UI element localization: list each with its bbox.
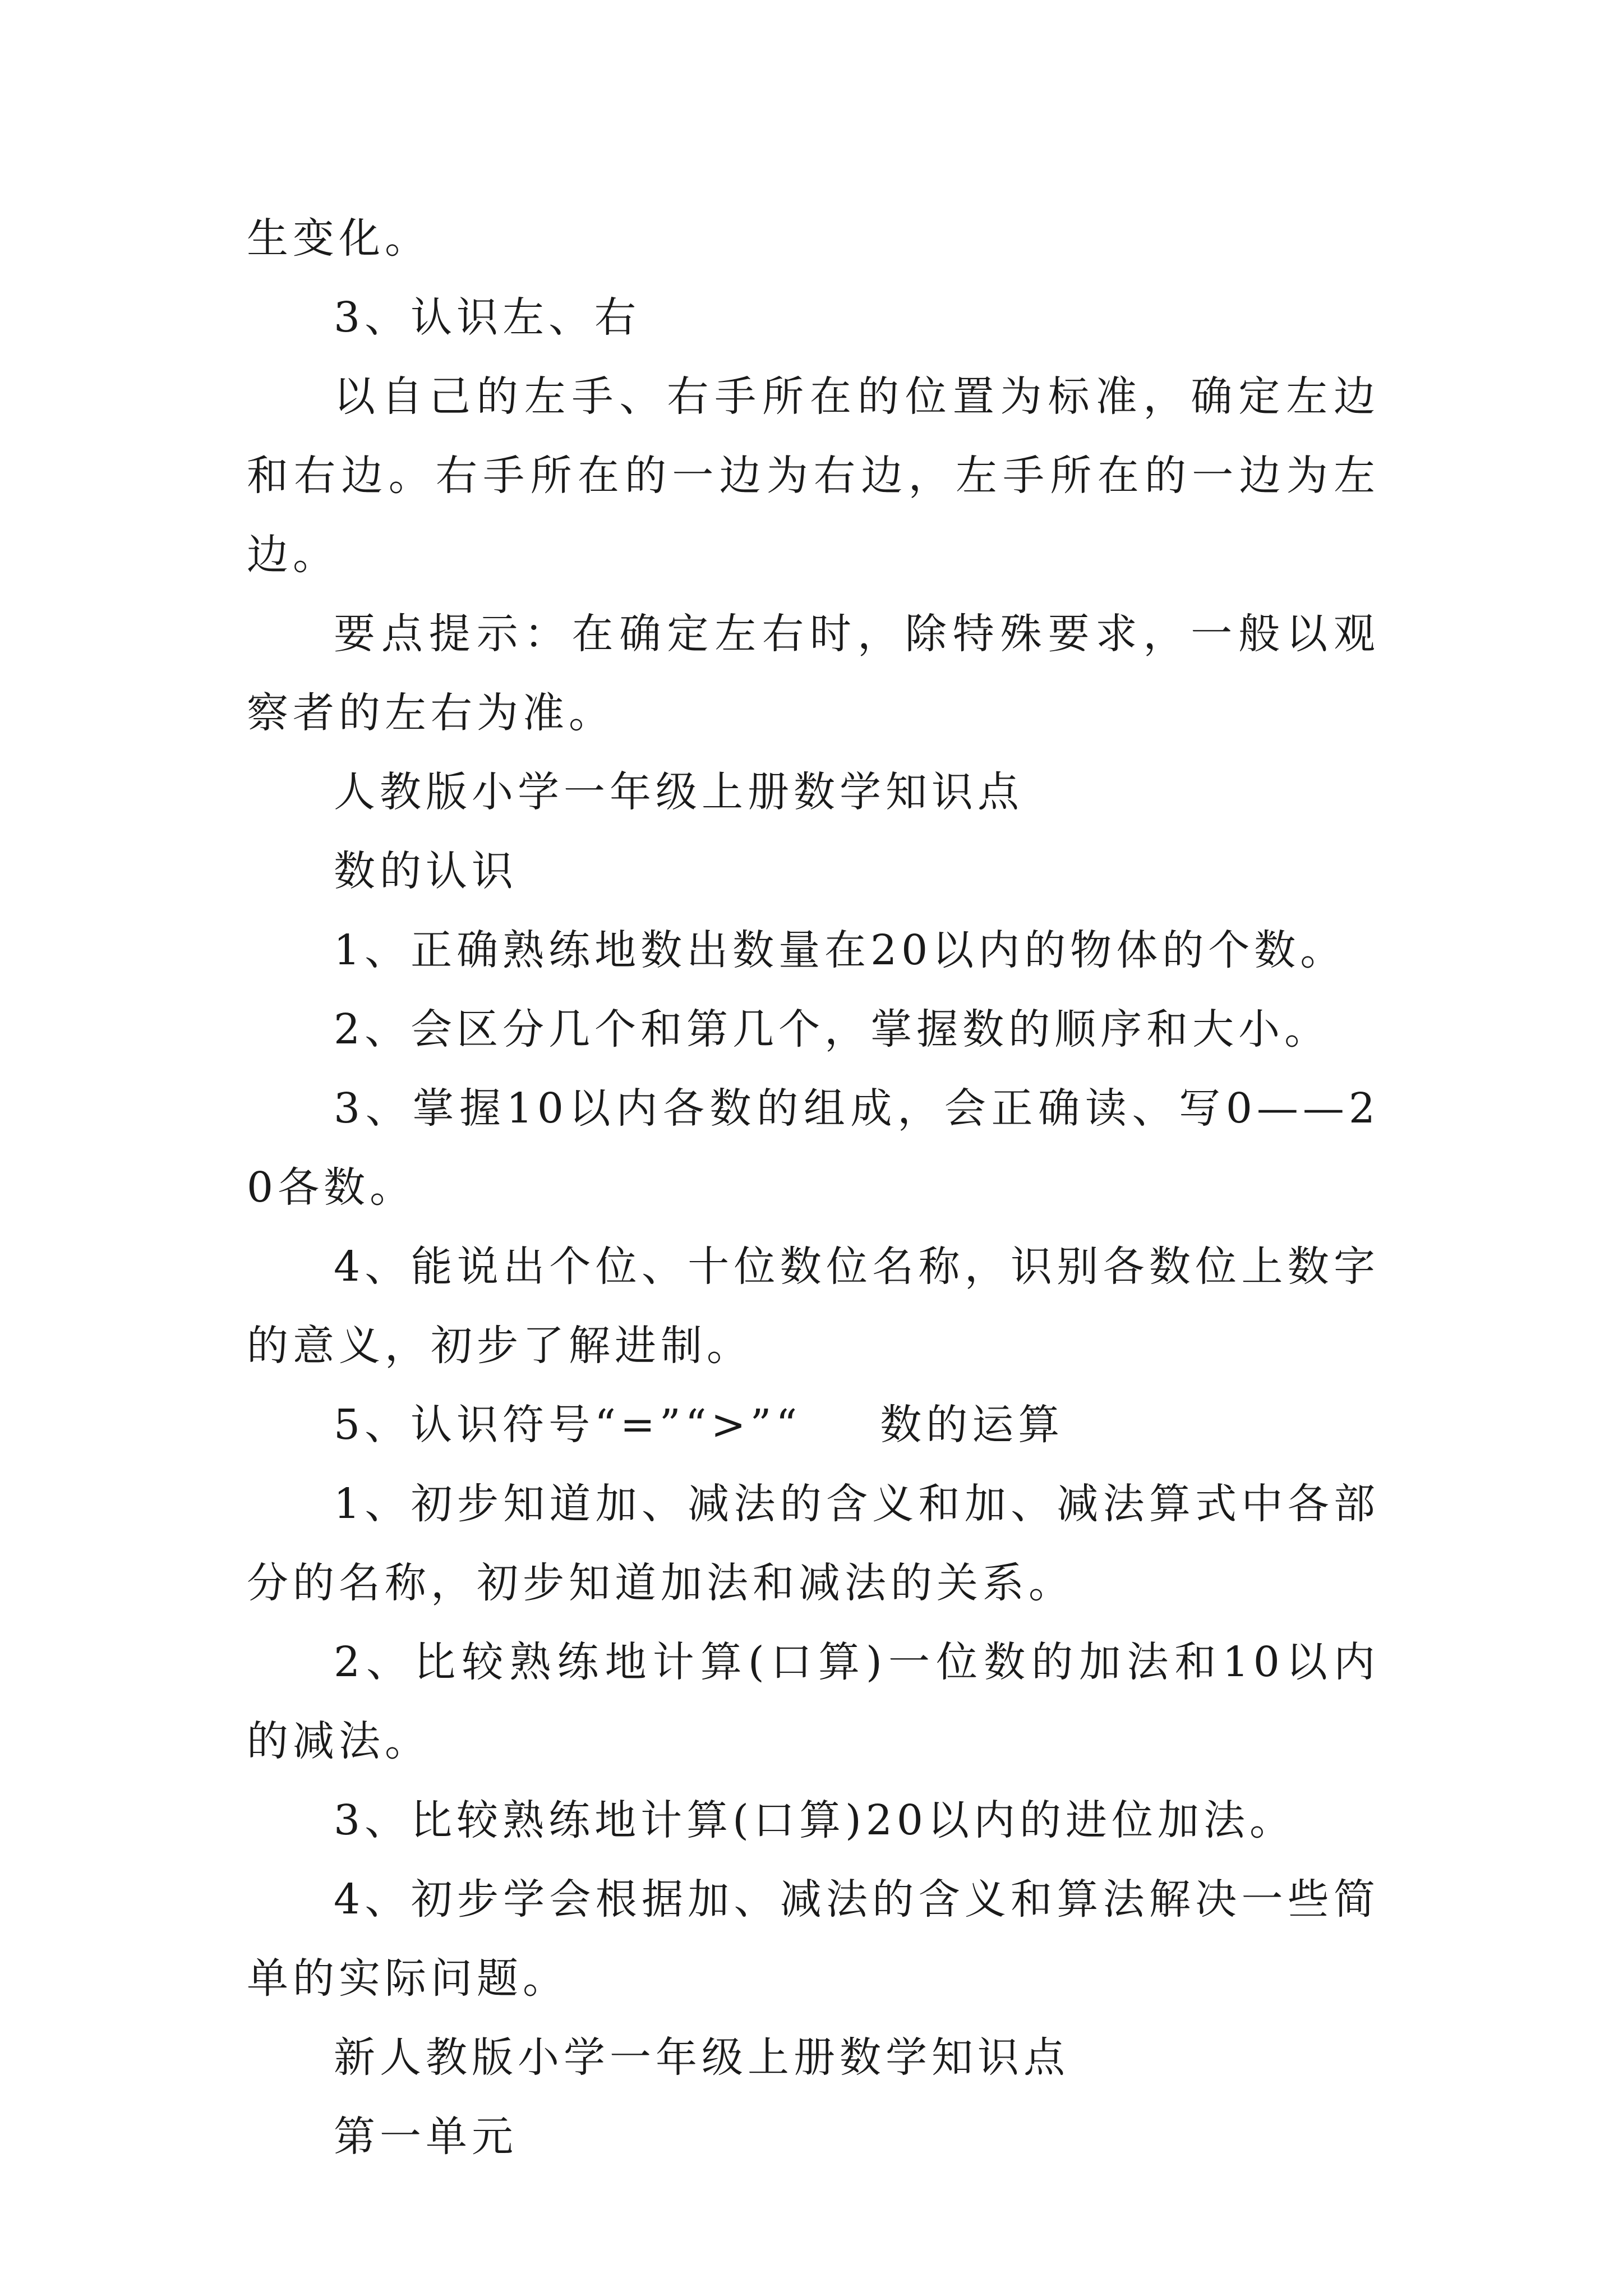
list-item: 1、正确熟练地数出数量在20以内的物体的个数。 bbox=[334, 926, 1347, 974]
section-heading-inline: 数的运算 bbox=[880, 1401, 1064, 1449]
paragraph: 要点提示：在确定左右时，除特殊要求，一般以观察者的左右为准。 bbox=[247, 610, 1380, 737]
list-item: 2、比较熟练地计算(口算)一位数的加法和10以内的减法。 bbox=[247, 1638, 1380, 1765]
section-heading: 第一单元 bbox=[334, 2113, 518, 2161]
document-body bbox=[247, 199, 1380, 2177]
list-item: 4、能说出个位、十位数位名称，识别各数位上数字的意义，初步了解进制。 bbox=[247, 1243, 1380, 1370]
list-item: 2、会区分几个和第几个，掌握数的顺序和大小。 bbox=[334, 1005, 1331, 1053]
list-item: 3、掌握10以内各数的组成，会正确读、写0——20各数。 bbox=[247, 1084, 1380, 1212]
list-item: 3、比较熟练地计算(口算)20以内的进位加法。 bbox=[334, 1796, 1295, 1844]
list-item-text: 5、认识符号“=”“>”“ bbox=[334, 1401, 802, 1449]
section-heading: 数的认识 bbox=[334, 847, 518, 895]
paragraph: 以自己的左手、右手所在的位置为标准，确定左边和右边。右手所在的一边为右边，左手所在的一边为左边。 bbox=[247, 372, 1380, 579]
section-heading: 3、认识左、右 bbox=[334, 293, 641, 342]
section-title: 新人教版小学一年级上册数学知识点 bbox=[334, 2033, 1069, 2082]
list-item: 1、初步知道加、减法的含义和加、减法算式中各部分的名称，初步知道加法和减法的关系。 bbox=[247, 1480, 1380, 1607]
list-item: 4、初步学会根据加、减法的含义和算法解决一些简单的实际问题。 bbox=[247, 1875, 1380, 2003]
list-item bbox=[247, 1386, 1380, 1465]
paragraph: 生变化。 bbox=[247, 214, 431, 263]
section-title: 人教版小学一年级上册数学知识点 bbox=[334, 768, 1023, 816]
